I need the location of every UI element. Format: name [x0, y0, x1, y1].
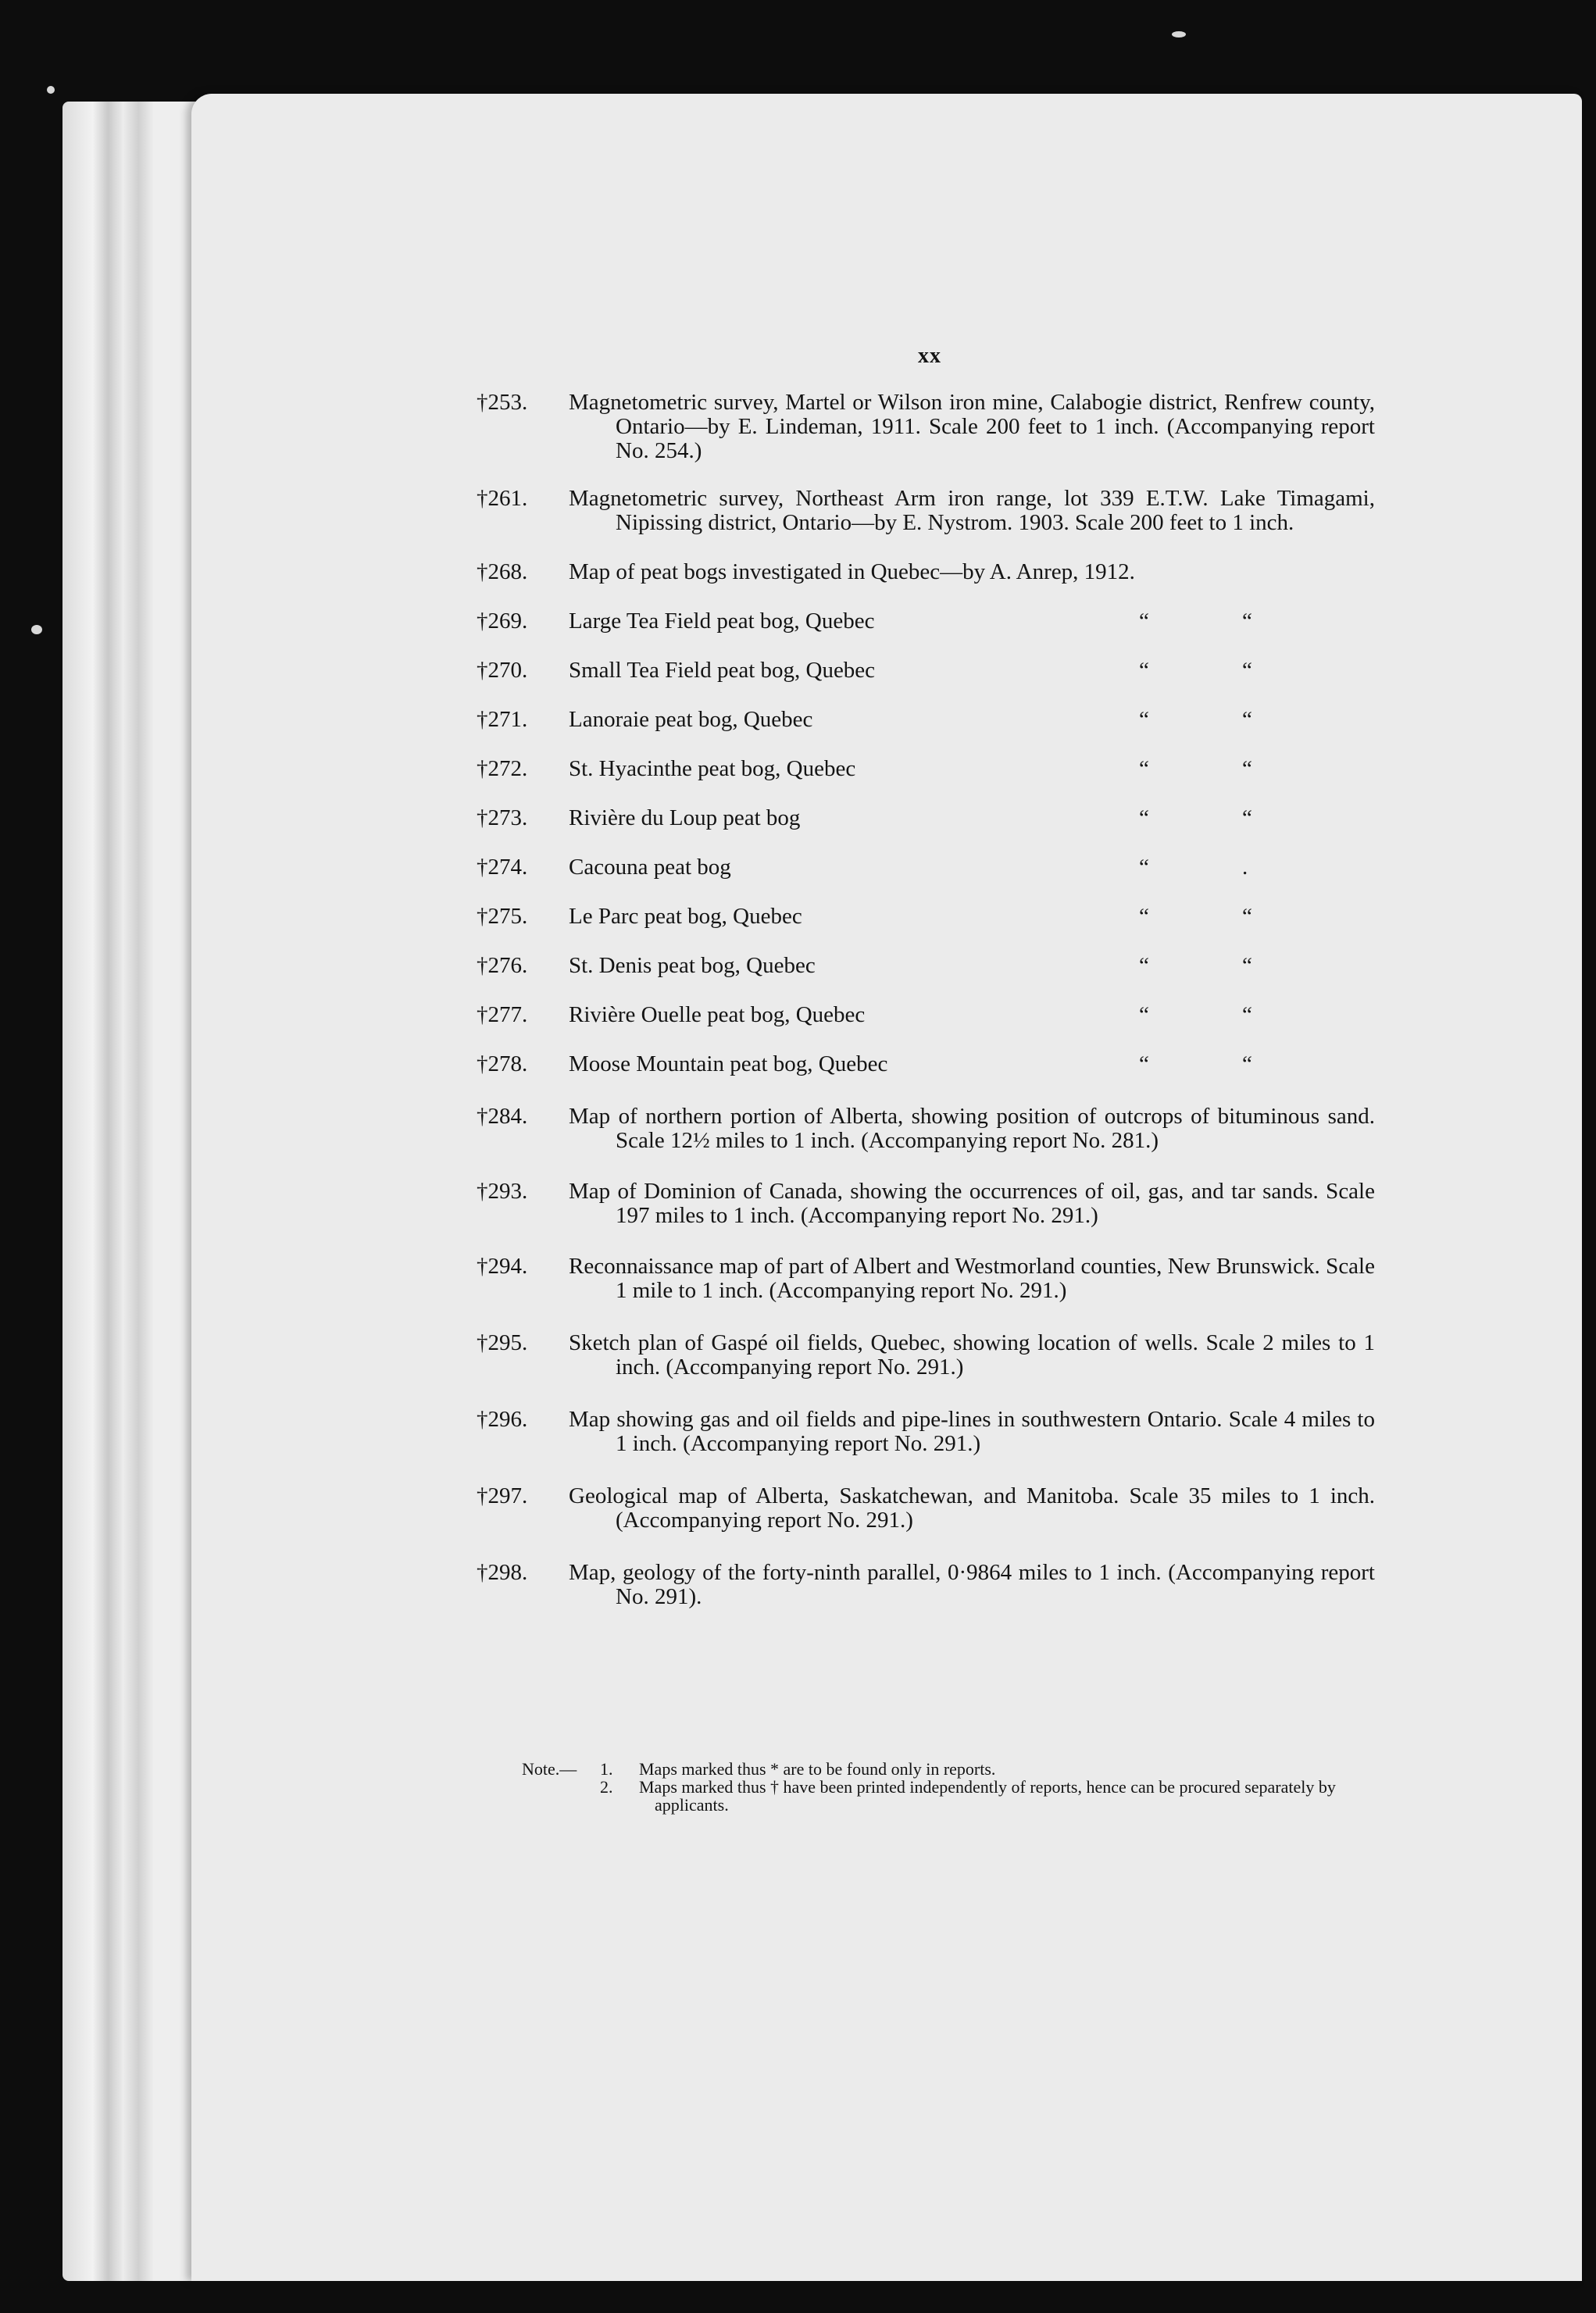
note-index: 1. [600, 1759, 613, 1779]
entry-text: Moose Mountain peat bog, Quebec [569, 1051, 888, 1076]
entry-number: †295. [477, 1330, 528, 1355]
list-item [477, 1255, 1375, 1303]
entry-text: Cacouna peat bog [569, 855, 731, 880]
note-index: 2. [600, 1777, 613, 1797]
entry-number: †293. [477, 1179, 528, 1204]
ditto-mark: “ [1242, 707, 1252, 732]
list-item [477, 855, 1375, 880]
entry-text: Map of northern portion of Alberta, showing position of outcrops of bituminous sand. Scale 12½ miles to 1 inch. (Accompanying report No. 281.) [569, 1104, 1375, 1153]
entry-text: Map showing gas and oil fields and pipe-lines in southwestern Ontario. Scale 4 miles to 1 inch. (Accompanying report No. 291.) [569, 1407, 1375, 1456]
ditto-mark: “ [1139, 904, 1149, 929]
entry-text: Small Tea Field peat bog, Quebec [569, 658, 876, 683]
ditto-mark: “ [1139, 953, 1149, 978]
entry-number: †271. [477, 707, 528, 732]
entry-number: †294. [477, 1254, 528, 1279]
note-text: Maps marked thus † have been printed independently of reports, hence can be procured separately by applicants. [639, 1777, 1336, 1815]
entry-text: Magnetometric survey, Martel or Wilson iron mine, Calabogie district, Renfrew county, Ontario—by E. Lindeman, 1911. Scale 200 feet to 1 inch. (Accompanying report No. 254.) [569, 390, 1375, 463]
list-item [477, 708, 1375, 732]
footnote-item [522, 1760, 1373, 1778]
entry-text: St. Hyacinthe peat bog, Quebec [569, 756, 856, 781]
entry-number: †261. [477, 486, 528, 511]
entry-number: †273. [477, 805, 528, 830]
entry-text: Map of Dominion of Canada, showing the occurrences of oil, gas, and tar sands. Scale 197 miles to 1 inch. (Accompanying report No. 291.) [569, 1179, 1375, 1228]
entry-text: Lanoraie peat bog, Quebec [569, 707, 813, 732]
entry-number: †277. [477, 1002, 528, 1027]
map-list [477, 391, 1375, 1609]
entry-text: Geological map of Alberta, Saskatchewan, and Manitoba. Scale 35 miles to 1 inch. (Accompanying report No. 291.) [569, 1483, 1375, 1533]
entry-number: †270. [477, 658, 528, 683]
ditto-mark: “ [1242, 756, 1252, 781]
entry-number: †274. [477, 855, 528, 880]
note-text: Maps marked thus * are to be found only in reports. [639, 1759, 996, 1779]
list-item [477, 757, 1375, 781]
list-item [477, 1105, 1375, 1153]
entry-text: Magnetometric survey, Northeast Arm iron range, lot 339 E.T.W. Lake Timagami, Nipissing district, Ontario—by E. Nystrom. 1903. Scale 200 feet to 1 inch. [569, 486, 1375, 535]
entry-text: Large Tea Field peat bog, Quebec [569, 609, 875, 634]
list-item [477, 659, 1375, 683]
entry-number: †275. [477, 904, 528, 929]
list-item [477, 1003, 1375, 1027]
list-item [477, 1331, 1375, 1380]
ditto-mark: “ [1242, 1051, 1252, 1076]
ditto-mark: “ [1139, 609, 1149, 634]
entry-text: Map of peat bogs investigated in Quebec—by A. Anrep, 1912. [569, 559, 1135, 584]
ditto-mark: “ [1139, 756, 1149, 781]
entry-number: †298. [477, 1560, 528, 1585]
list-item [477, 609, 1375, 634]
list-item [477, 1484, 1375, 1533]
entry-text: Rivière Ouelle peat bog, Quebec [569, 1002, 866, 1027]
list-item [477, 905, 1375, 929]
ditto-mark: “ [1242, 1002, 1252, 1027]
entry-text: Map, geology of the forty-ninth parallel, 0·9864 miles to 1 inch. (Accompanying report No. 291). [569, 1560, 1375, 1609]
scan-dust [47, 86, 55, 94]
entry-text: Reconnaissance map of part of Albert and Westmorland counties, New Brunswick. Scale 1 mile to 1 inch. (Accompanying report No. 291.) [569, 1254, 1375, 1303]
list-item [477, 391, 1375, 463]
ditto-mark: “ [1242, 658, 1252, 683]
entry-number: †272. [477, 756, 528, 781]
footnote-item [522, 1778, 1373, 1814]
ditto-mark: . [1242, 855, 1248, 880]
ditto-mark: “ [1139, 1051, 1149, 1076]
entry-text: Rivière du Loup peat bog [569, 805, 801, 830]
list-item [477, 1052, 1375, 1076]
ditto-mark: “ [1242, 904, 1252, 929]
footnotes [522, 1760, 1373, 1814]
list-item [477, 560, 1375, 584]
ditto-mark: “ [1242, 609, 1252, 634]
entry-text: Sketch plan of Gaspé oil fields, Quebec, showing location of wells. Scale 2 miles to 1 inch. (Accompanying report No. 291.) [569, 1330, 1375, 1380]
note-lead: Note.— [522, 1759, 577, 1779]
entry-text: Le Parc peat bog, Quebec [569, 904, 802, 929]
entry-number: †253. [477, 390, 528, 415]
ditto-mark: “ [1139, 855, 1149, 880]
list-item [477, 954, 1375, 978]
entry-number: †269. [477, 609, 528, 634]
entry-number: †276. [477, 953, 528, 978]
ditto-mark: “ [1139, 707, 1149, 732]
scan-dust [1172, 31, 1186, 37]
entry-text: St. Denis peat bog, Quebec [569, 953, 816, 978]
entry-number: †278. [477, 1051, 528, 1076]
ditto-mark: “ [1139, 658, 1149, 683]
list-item [477, 806, 1375, 830]
list-item [477, 1561, 1375, 1609]
ditto-mark: “ [1139, 805, 1149, 830]
list-item [477, 1180, 1375, 1228]
ditto-mark: “ [1139, 1002, 1149, 1027]
list-item [477, 1408, 1375, 1456]
ditto-mark: “ [1242, 805, 1252, 830]
scan-dust [31, 625, 42, 634]
entry-number: †284. [477, 1104, 528, 1129]
entry-number: †296. [477, 1407, 528, 1432]
list-item [477, 487, 1375, 535]
entry-number: †297. [477, 1483, 528, 1508]
ditto-mark: “ [1242, 953, 1252, 978]
entry-number: †268. [477, 559, 528, 584]
page-number: xx [918, 344, 941, 368]
